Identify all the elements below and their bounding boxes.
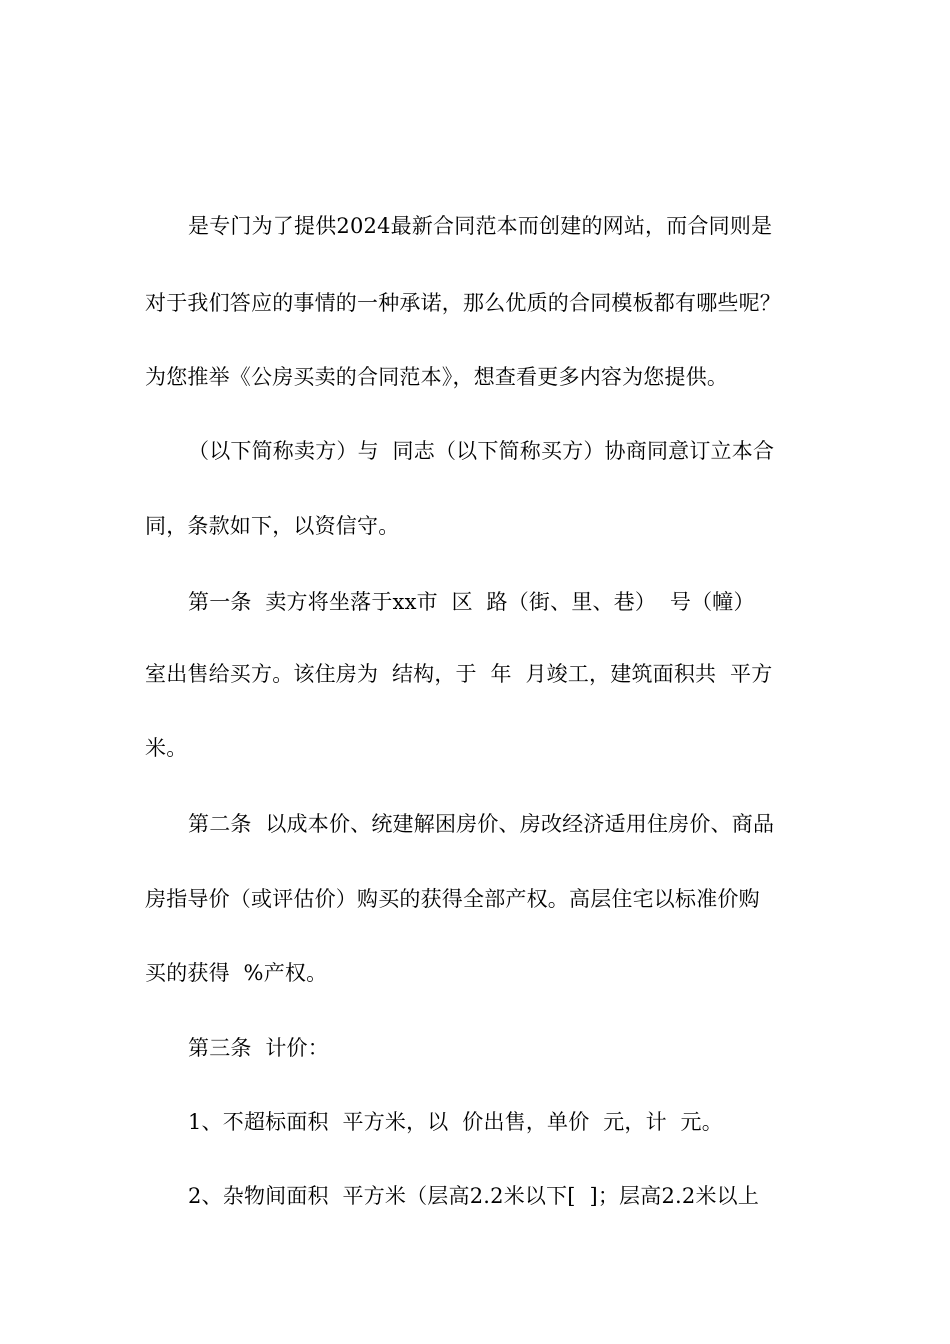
article-1-line-1: 第一条 卖方将坐落于xx市 区 路（街、里、巷） 号（幢） bbox=[188, 590, 755, 614]
paragraph-line-2: 对于我们答应的事情的一种承诺，那么优质的合同模板都有哪些呢？ bbox=[145, 291, 781, 315]
article-2-line-3: 买的获得 %产权。 bbox=[145, 961, 328, 985]
article-2-line-1: 第二条 以成本价、统建解困房价、房改经济适用住房价、商品 bbox=[188, 812, 775, 836]
article-1-line-3: 米。 bbox=[145, 736, 188, 760]
article-3-item-2: 2、杂物间面积 平方米（层高2.2米以下[ ]；层高2.2米以上 bbox=[188, 1184, 760, 1208]
article-3-item-1: 1、不超标面积 平方米，以 价出售，单价 元，计 元。 bbox=[188, 1110, 723, 1134]
paragraph-line-1: 是专门为了提供2024最新合同范本而创建的网站，而合同则是 bbox=[188, 214, 773, 238]
paragraph-line-5: 同，条款如下，以资信守。 bbox=[145, 514, 400, 538]
article-1-line-2: 室出售给买方。该住房为 结构，于 年 月竣工，建筑面积共 平方 bbox=[145, 662, 773, 686]
article-2-line-2: 房指导价（或评估价）购买的获得全部产权。高层住宅以标准价购 bbox=[145, 887, 760, 911]
paragraph-line-3: 为您推举《公房买卖的合同范本》，想查看更多内容为您提供。 bbox=[145, 365, 729, 389]
article-3-heading: 第三条 计价： bbox=[188, 1036, 329, 1060]
paragraph-line-4: （以下简称卖方）与 同志（以下简称买方）协商同意订立本合 bbox=[188, 439, 775, 463]
